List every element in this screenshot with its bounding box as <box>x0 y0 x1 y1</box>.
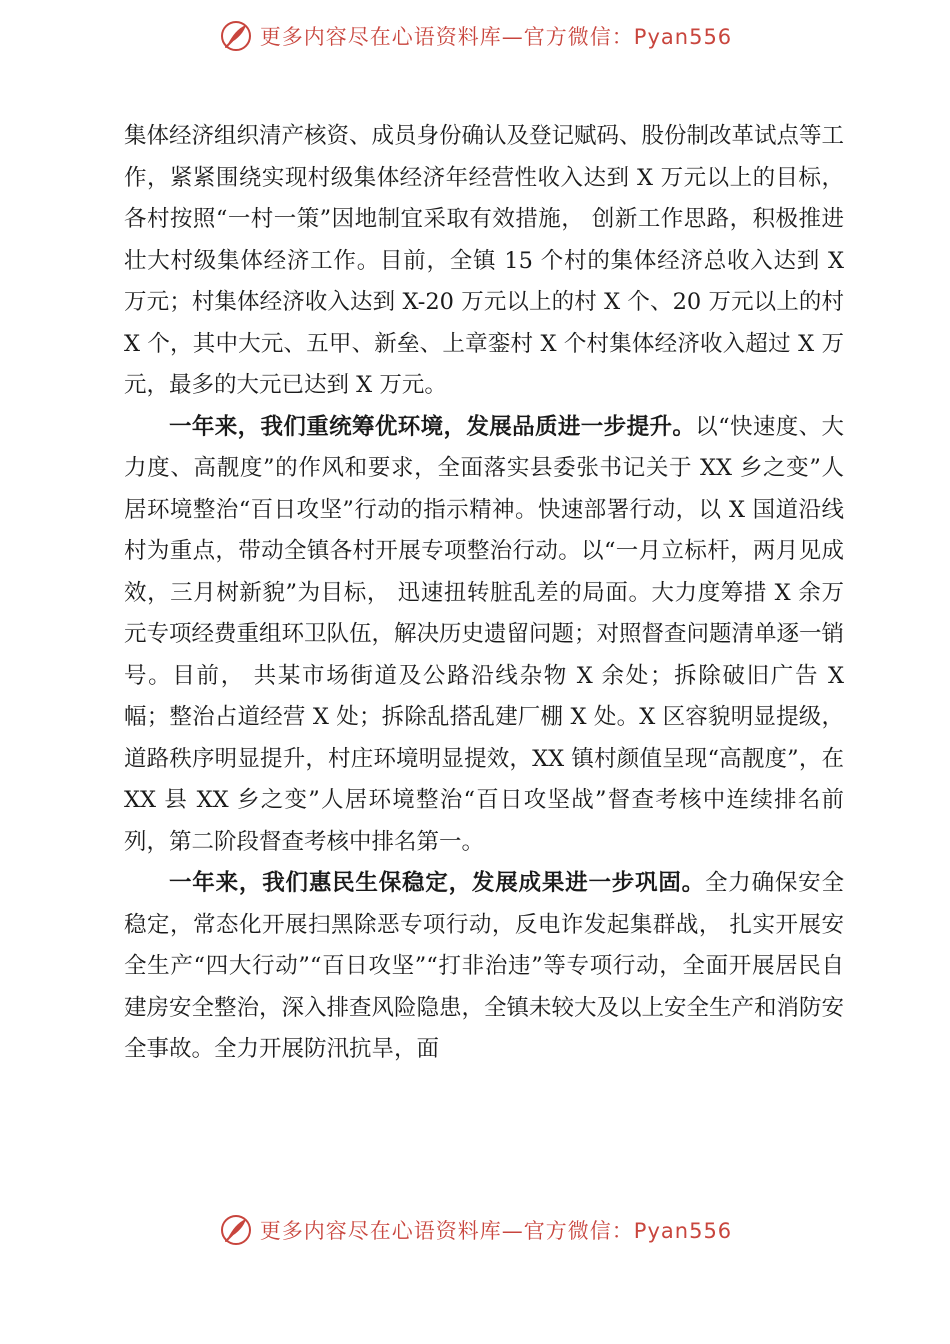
paragraph-3-lead: 一年来，我们惠民生保稳定，发展成果进一步巩固。 <box>169 870 705 896</box>
watermark-banner-bottom <box>0 1208 950 1252</box>
paragraph-2-lead: 一年来，我们重统筹优环境，发展品质进一步提升。 <box>169 413 696 440</box>
paragraph-2 <box>124 407 844 864</box>
quill-logo-icon <box>218 1212 254 1248</box>
paragraph-1 <box>124 116 844 407</box>
watermark-banner-top <box>0 14 950 58</box>
watermark-text: 更多内容尽在心语资料库—官方微信：Pyan556 <box>259 25 733 49</box>
paragraph-3 <box>124 863 844 1071</box>
watermark-text: 更多内容尽在心语资料库—官方微信：Pyan556 <box>259 1219 733 1243</box>
paragraph-3-body: 全力确保安全稳定，常态化开展扫黑除恶专项行动，反电诈发起集群战， 扎实开展安全生产“四大行动”“百日攻坚”“打非治违”等专项行动，全面开展居民自建房安全整治，深入排查风险隐患，全镇未较大及以上安全生产和消防安全事故。全力开展防汛抗旱，面 <box>124 870 845 1062</box>
document-body <box>124 116 844 1071</box>
quill-logo-icon <box>218 18 254 54</box>
paragraph-2-body: 以“快速度、大力度、高靓度”的作风和要求，全面落实县委张书记关于 XX 乡之变”人居环境整治“百日攻坚”行动的指示精神。快速部署行动，以 X 国道沿线村为重点，带动全镇各村开展专项整治行动。以“一月立标杆，两月见成效，三月树新貌”为目标， 迅速扭转脏乱差的局面。大力度筹措 X 余万元专项经费重组环卫队伍，解决历史遗留问题；对照督查问题清单逐一销号。目前， 共某市场街道及公路沿线杂物 X 余处；拆除破旧广告 X 幅；整治占道经营 X 处；拆除乱搭乱建厂棚 X 处。X 区容貌明显提级，道路秩序明显提升，村庄环境明显提效，XX 镇村颜值呈现“高靓度”，在 XX 县 XX 乡之变”人居环境整治“百日攻坚战”督查考核中连续排名前列，第二阶段督查考核中排名第一。 <box>124 413 845 855</box>
paragraph-1-body: 集体经济组织清产核资、成员身份确认及登记赋码、股份制改革试点等工作，紧紧围绕实现村级集体经济年经营性收入达到 X 万元以上的目标，各村按照“一村一策”因地制宜采取有效措施， 创新工作思路，积极推进壮大村级集体经济工作。目前，全镇 15 个村的集体经济总收入达到 X 万元；村集体经济收入达到 X-20 万元以上的村 X 个、20 万元以上的村 X 个，其中大元、五甲、新垒、上章銮村 X 个村集体经济收入超过 X 万元，最多的大元已达到 X 万元。 <box>124 123 845 398</box>
